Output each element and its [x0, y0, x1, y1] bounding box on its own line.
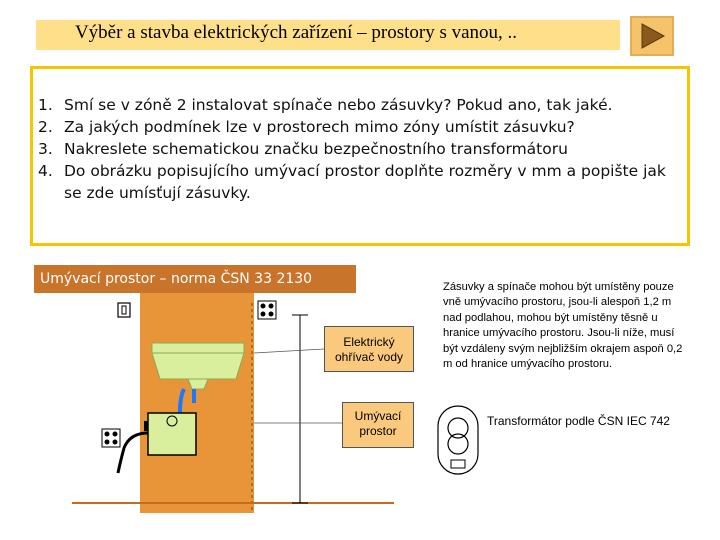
play-triangle-icon [632, 18, 672, 54]
socket-icon [118, 303, 130, 317]
sink-edge [152, 343, 244, 353]
heater-label: Elektrický ohřívač vody [324, 326, 414, 372]
transformer-symbol-icon [436, 404, 482, 478]
socket-rule-note: Zásuvky a spínače mohou být umístěny pouze vně umývacího prostoru, jsou-li alespoň 1,2 m nad podlahou, mohou být umístěny těsně u hranice umývacího prostoru. Jsou-li níže, musí být vzdáleny svým nejbližším okrajem aspoň 0,2 m od hranice umývacího prostoru. [443, 281, 683, 371]
washing-area-label: Umývací prostor [342, 402, 414, 448]
next-slide-button[interactable] [630, 16, 674, 56]
question-item: 2. Za jakých podmínek lze v prostorech mimo zóny umístit zásuvku? [38, 118, 575, 136]
sink-drain [188, 379, 208, 389]
washing-area-zone [140, 293, 254, 513]
section-label: Umývací prostor – norma ČSN 33 2130 [34, 265, 356, 293]
transformer-label: Transformátor podle ČSN IEC 742 [487, 414, 670, 428]
double-socket-icon [258, 301, 276, 319]
question-item: 3. Nakreslete schematickou značku bezpečnostního transformátoru [38, 140, 568, 158]
slide-title: Výběr a stavba elektrických zařízení – prostory s vanou, .. [74, 22, 518, 43]
question-item: 1. Smí se v zóně 2 instalovat spínače nebo zásuvky? Pokud ano, tak jaké. [38, 96, 613, 114]
question-item: 4. Do obrázku popisujícího umývací prostor doplňte rozměry v mm a popište jak se zde umísťují zásuvky. [38, 162, 666, 202]
sink-basin [152, 353, 244, 379]
question-list [38, 94, 684, 204]
water-heater [148, 413, 196, 455]
double-socket-icon [102, 429, 120, 447]
